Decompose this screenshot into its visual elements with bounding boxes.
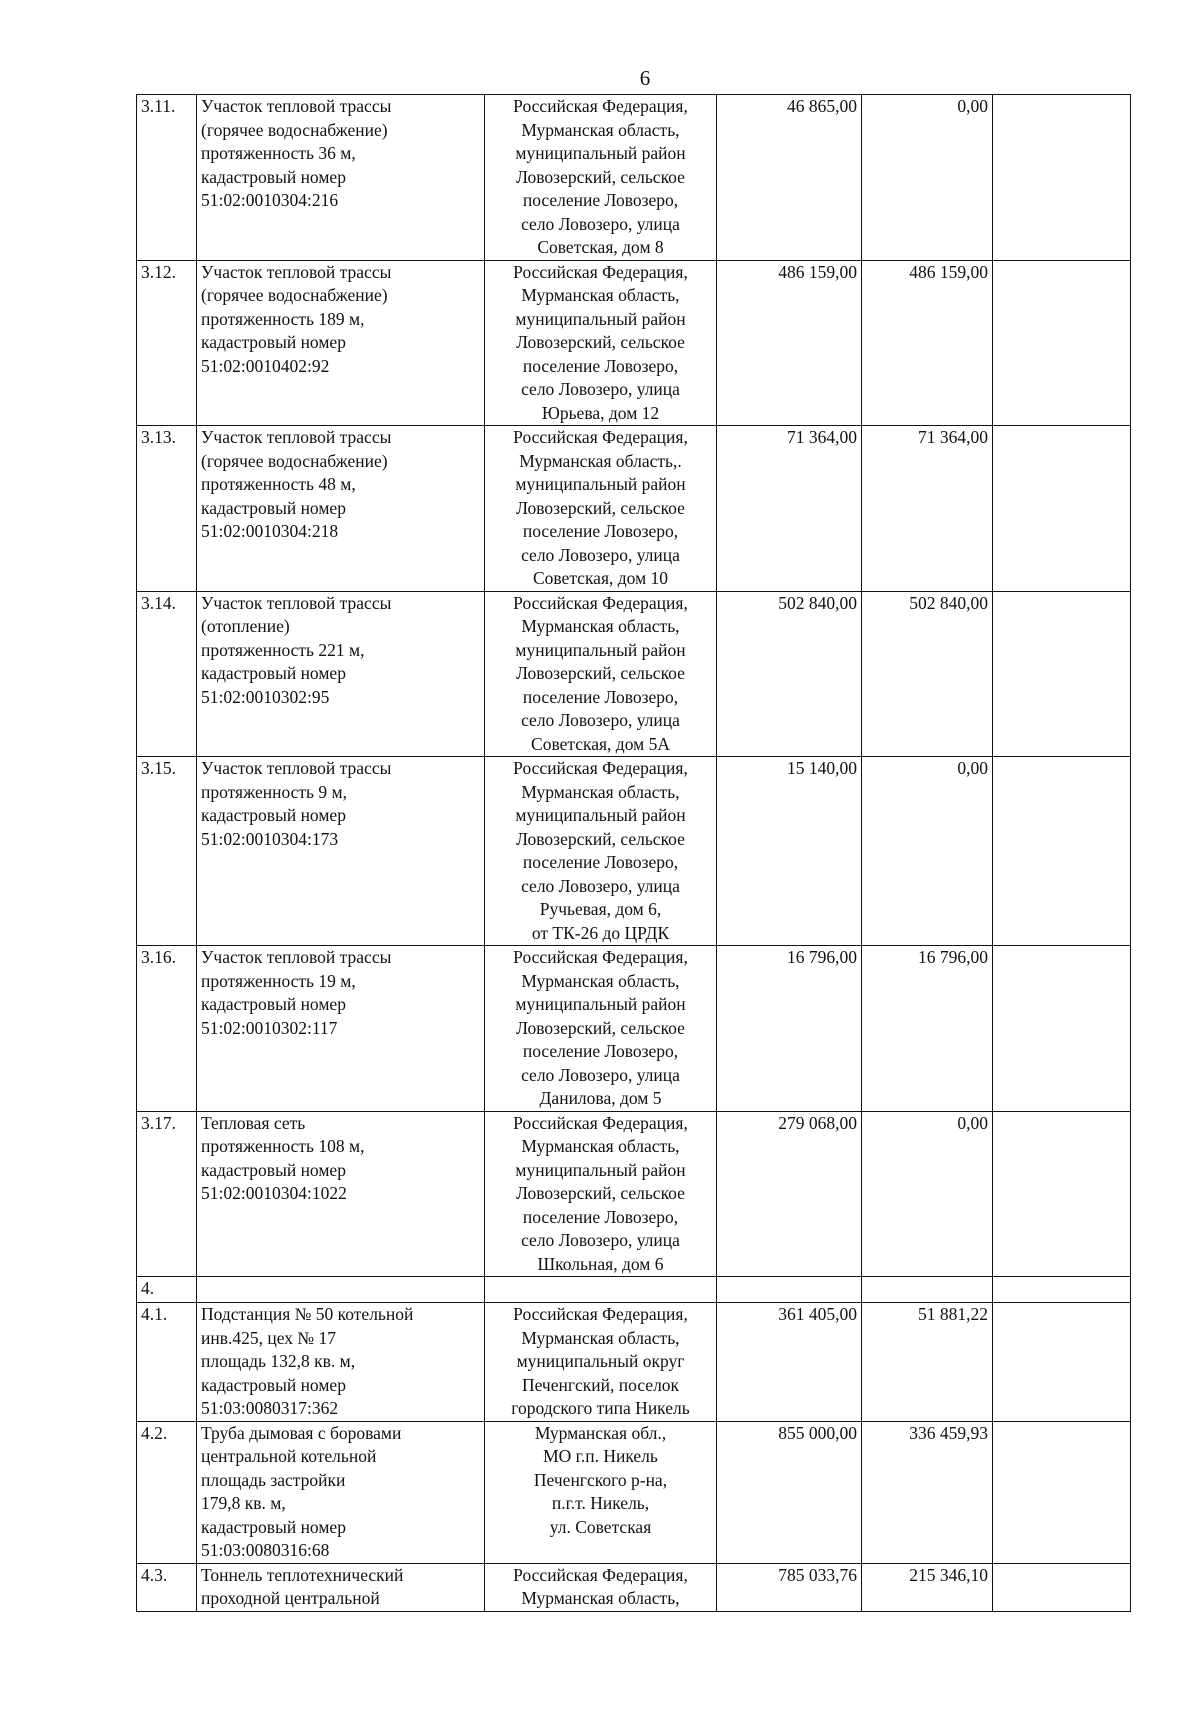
item-address-line: Российская Федерация, [513, 1112, 688, 1133]
item-value1-cell: 361 405,00 [717, 1303, 862, 1422]
item-value1-cell: 486 159,00 [717, 260, 862, 426]
item-name-line: центральной котельной [201, 1446, 377, 1466]
item-address-line: Мурманская обл., [534, 1422, 667, 1443]
item-address-line: Российская Федерация, [513, 96, 688, 116]
item-value2-cell: 215 346,10 [862, 1563, 993, 1611]
item-address-line: от ТК-26 до ЦРДК [531, 922, 670, 943]
item-empty-cell [993, 1111, 1131, 1277]
item-name-cell [197, 1421, 485, 1563]
item-value1-cell: 502 840,00 [717, 591, 862, 757]
item-empty-cell [993, 757, 1131, 946]
item-name-line: кадастровый номер [201, 994, 346, 1014]
item-address-line: Мурманская область, [521, 1588, 680, 1608]
item-address-cell [485, 757, 717, 946]
property-table-body [137, 95, 1131, 1612]
item-value1-cell [717, 1277, 862, 1303]
item-name-line: Подстанция № 50 котельной [201, 1304, 414, 1324]
item-address-line: поселение Ловозеро, [522, 1206, 679, 1227]
item-name-line: протяженность 9 м, [201, 781, 347, 802]
item-name-line: 179,8 кв. м, [201, 1493, 286, 1513]
item-name-cell [197, 757, 485, 946]
item-address-line: поселение Ловозеро, [522, 521, 679, 541]
item-value1-cell: 785 033,76 [717, 1563, 862, 1611]
item-address-line: муниципальный район [515, 805, 686, 825]
item-name-cell [197, 1111, 485, 1277]
item-address-line: Мурманская область, [521, 1327, 680, 1348]
item-name-cell [197, 1563, 485, 1611]
item-address-line: поселение Ловозеро, [522, 355, 679, 376]
item-empty-cell [993, 1563, 1131, 1611]
item-name-line: Труба дымовая с боровами [201, 1422, 402, 1443]
item-name-line: кадастровый номер [201, 1516, 346, 1537]
table-row [137, 260, 1131, 426]
item-name-line: инв.425, цех № 17 [201, 1327, 336, 1348]
item-name-line: 51:02:0010402:92 [201, 355, 330, 376]
item-address-cell [485, 95, 717, 261]
item-name-line: 51:03:0080316:68 [201, 1540, 330, 1560]
item-empty-cell [993, 1277, 1131, 1303]
property-table [136, 94, 1131, 1612]
item-name-line: 51:02:0010304:218 [201, 521, 339, 541]
item-name-line: (горячее водоснабжение) [201, 285, 388, 305]
item-name-line: протяженность 108 м, [201, 1136, 365, 1156]
item-value2-cell: 502 840,00 [862, 591, 993, 757]
item-address-line: Российская Федерация, [513, 427, 688, 447]
table-row [137, 1563, 1131, 1611]
item-name-line: 51:02:0010304:1022 [201, 1183, 347, 1203]
item-address-cell [485, 426, 717, 592]
item-name-cell [197, 946, 485, 1112]
item-name-line: Тоннель теплотехнический [201, 1564, 404, 1585]
item-address-line: муниципальный район [515, 639, 686, 660]
item-value2-cell: 0,00 [862, 757, 993, 946]
item-address-line: Мурманская область,. [519, 450, 682, 471]
table-row [137, 1303, 1131, 1422]
item-address-line: Ловозерский, сельское [516, 166, 685, 187]
item-address-line: поселение Ловозеро, [522, 852, 679, 872]
item-value1-cell: 855 000,00 [717, 1421, 862, 1563]
item-address-line: МО г.п. Никель [543, 1446, 658, 1466]
item-address-line: Советская, дом 8 [537, 237, 664, 257]
item-address-line: Мурманская область, [521, 119, 680, 140]
item-name-line: кадастровый номер [201, 1374, 346, 1395]
item-empty-cell [993, 426, 1131, 592]
item-name-line: кадастровый номер [201, 663, 346, 683]
item-address-line: муниципальный район [515, 994, 686, 1014]
item-empty-cell [993, 946, 1131, 1112]
item-name-cell [197, 1303, 485, 1422]
item-empty-cell [993, 260, 1131, 426]
item-address-line: село Ловозеро, улица [521, 379, 680, 399]
item-name-line: 51:02:0010302:95 [201, 686, 330, 707]
item-address-line: Ловозерский, сельское [516, 497, 685, 518]
item-value2-cell: 486 159,00 [862, 260, 993, 426]
table-row [137, 1277, 1131, 1303]
item-name-cell [197, 1277, 485, 1303]
item-address-line: Данилова, дом 5 [539, 1088, 662, 1108]
item-address-line: Российская Федерация, [513, 758, 688, 778]
item-empty-cell [993, 95, 1131, 261]
item-address-line: село Ловозеро, улица [521, 1230, 680, 1250]
item-address-cell [485, 260, 717, 426]
item-name-line: Участок тепловой трассы [201, 592, 392, 613]
item-address-cell [485, 1563, 717, 1611]
item-name-line: проходной центральной [201, 1588, 380, 1608]
item-name-line: кадастровый номер [201, 805, 346, 825]
item-address-cell [485, 946, 717, 1112]
item-value2-cell [862, 1277, 993, 1303]
item-address-line: муниципальный район [515, 308, 686, 329]
item-address-line: муниципальный район [515, 474, 686, 494]
item-address-line: Российская Федерация, [513, 947, 688, 967]
item-name-cell [197, 95, 485, 261]
item-number-cell: 3.17. [137, 1111, 197, 1277]
item-value2-cell: 0,00 [862, 95, 993, 261]
item-name-line: протяженность 36 м, [201, 143, 356, 163]
item-number-cell: 3.14. [137, 591, 197, 757]
item-name-line: кадастровый номер [201, 166, 346, 187]
item-address-line: Ловозерский, сельское [516, 828, 685, 849]
item-address-cell [485, 1277, 717, 1303]
item-address-line: село Ловозеро, улица [521, 875, 680, 896]
item-name-cell [197, 260, 485, 426]
item-number-cell: 3.13. [137, 426, 197, 592]
item-address-line: Юрьева, дом 12 [541, 402, 660, 423]
table-row [137, 946, 1131, 1112]
item-address-line: Печенгский, поселок [521, 1374, 680, 1395]
item-address-line: муниципальный округ [516, 1351, 685, 1371]
item-address-line: Мурманская область, [521, 616, 680, 636]
item-value1-cell: 71 364,00 [717, 426, 862, 592]
item-address-line: муниципальный район [515, 143, 686, 163]
item-address-line: Мурманская область, [521, 285, 680, 305]
item-name-cell [197, 591, 485, 757]
item-name-line: протяженность 48 м, [201, 474, 356, 494]
item-name-line: 51:02:0010304:216 [201, 190, 339, 210]
table-row [137, 426, 1131, 592]
item-name-line: Тепловая сеть [201, 1112, 306, 1133]
item-name-line: (отопление) [201, 616, 290, 636]
item-address-line: городского типа Никель [511, 1398, 690, 1418]
item-name-line: кадастровый номер [201, 1159, 346, 1180]
item-address-cell [485, 1303, 717, 1422]
item-address-line: поселение Ловозеро, [522, 686, 679, 707]
item-empty-cell [993, 1421, 1131, 1563]
item-address-line: село Ловозеро, улица [521, 1064, 680, 1085]
item-address-cell [485, 591, 717, 757]
item-address-line: Мурманская область, [521, 781, 680, 802]
item-address-line: Советская, дом 10 [532, 568, 669, 588]
item-value1-cell: 46 865,00 [717, 95, 862, 261]
item-name-line: площадь застройки [201, 1469, 346, 1490]
item-name-line: 51:03:0080317:362 [201, 1398, 339, 1418]
item-address-line: Российская Федерация, [513, 1564, 688, 1585]
item-value1-cell: 279 068,00 [717, 1111, 862, 1277]
item-number-cell: 4. [137, 1277, 197, 1303]
item-value2-cell: 336 459,93 [862, 1421, 993, 1563]
item-address-line: муниципальный район [515, 1159, 686, 1180]
item-number-cell: 3.12. [137, 260, 197, 426]
item-address-line: Печенгского р-на, [533, 1469, 668, 1490]
item-address-line: Российская Федерация, [513, 592, 688, 613]
item-name-line: кадастровый номер [201, 332, 346, 352]
item-value1-cell: 16 796,00 [717, 946, 862, 1112]
item-address-line: Советская, дом 5А [531, 733, 670, 754]
item-name-line: Участок тепловой трассы [201, 758, 392, 778]
item-name-line: протяженность 189 м, [201, 308, 365, 329]
item-address-cell [485, 1421, 717, 1563]
item-name-line: Участок тепловой трассы [201, 947, 392, 967]
item-address-line: Ручьевая, дом 6, [539, 899, 662, 919]
item-number-cell: 4.1. [137, 1303, 197, 1422]
item-address-line: Российская Федерация, [513, 1304, 688, 1324]
item-address-line: Мурманская область, [521, 1136, 680, 1156]
table-row [137, 757, 1131, 946]
item-address-line: Школьная, дом 6 [537, 1253, 664, 1274]
item-name-line: Участок тепловой трассы [201, 261, 392, 282]
item-value2-cell: 71 364,00 [862, 426, 993, 592]
item-name-cell [197, 426, 485, 592]
item-name-line: кадастровый номер [201, 497, 346, 518]
item-address-line: поселение Ловозеро, [522, 1041, 679, 1061]
item-name-line: Участок тепловой трассы [201, 96, 392, 116]
item-address-line: поселение Ловозеро, [522, 190, 679, 210]
item-name-line: Участок тепловой трассы [201, 427, 392, 447]
item-address-line: Ловозерский, сельское [516, 1183, 685, 1203]
item-address-line: село Ловозеро, улица [521, 213, 680, 234]
item-empty-cell [993, 1303, 1131, 1422]
item-number-cell: 3.15. [137, 757, 197, 946]
item-name-line: протяженность 19 м, [201, 970, 356, 991]
item-name-line: площадь 132,8 кв. м, [201, 1351, 356, 1371]
item-number-cell: 4.3. [137, 1563, 197, 1611]
item-name-line: (горячее водоснабжение) [201, 119, 388, 140]
item-value2-cell: 16 796,00 [862, 946, 993, 1112]
page-number: 6 [639, 66, 651, 90]
item-address-cell [485, 1111, 717, 1277]
item-name-line: 51:02:0010302:117 [201, 1017, 338, 1038]
item-address-line: село Ловозеро, улица [521, 544, 680, 565]
item-address-line: ул. Советская [549, 1516, 652, 1537]
item-address-line: Ловозерский, сельское [516, 1017, 685, 1038]
item-number-cell: 3.11. [137, 95, 197, 261]
item-address-line: село Ловозеро, улица [521, 710, 680, 730]
item-address-line: п.г.т. Никель, [551, 1493, 650, 1513]
item-name-line: 51:02:0010304:173 [201, 828, 339, 849]
item-address-line: Ловозерский, сельское [516, 663, 685, 683]
item-number-cell: 3.16. [137, 946, 197, 1112]
table-row [137, 95, 1131, 261]
item-number-cell: 4.2. [137, 1421, 197, 1563]
item-value2-cell: 0,00 [862, 1111, 993, 1277]
item-value2-cell: 51 881,22 [862, 1303, 993, 1422]
item-name-line: протяженность 221 м, [201, 639, 365, 660]
table-row [137, 1111, 1131, 1277]
table-row [137, 1421, 1131, 1563]
item-address-line: Ловозерский, сельское [516, 332, 685, 352]
item-address-line: Мурманская область, [521, 970, 680, 991]
item-address-line: Российская Федерация, [513, 261, 688, 282]
item-name-line: (горячее водоснабжение) [201, 450, 388, 471]
table-row [137, 591, 1131, 757]
item-value1-cell: 15 140,00 [717, 757, 862, 946]
item-empty-cell [993, 591, 1131, 757]
